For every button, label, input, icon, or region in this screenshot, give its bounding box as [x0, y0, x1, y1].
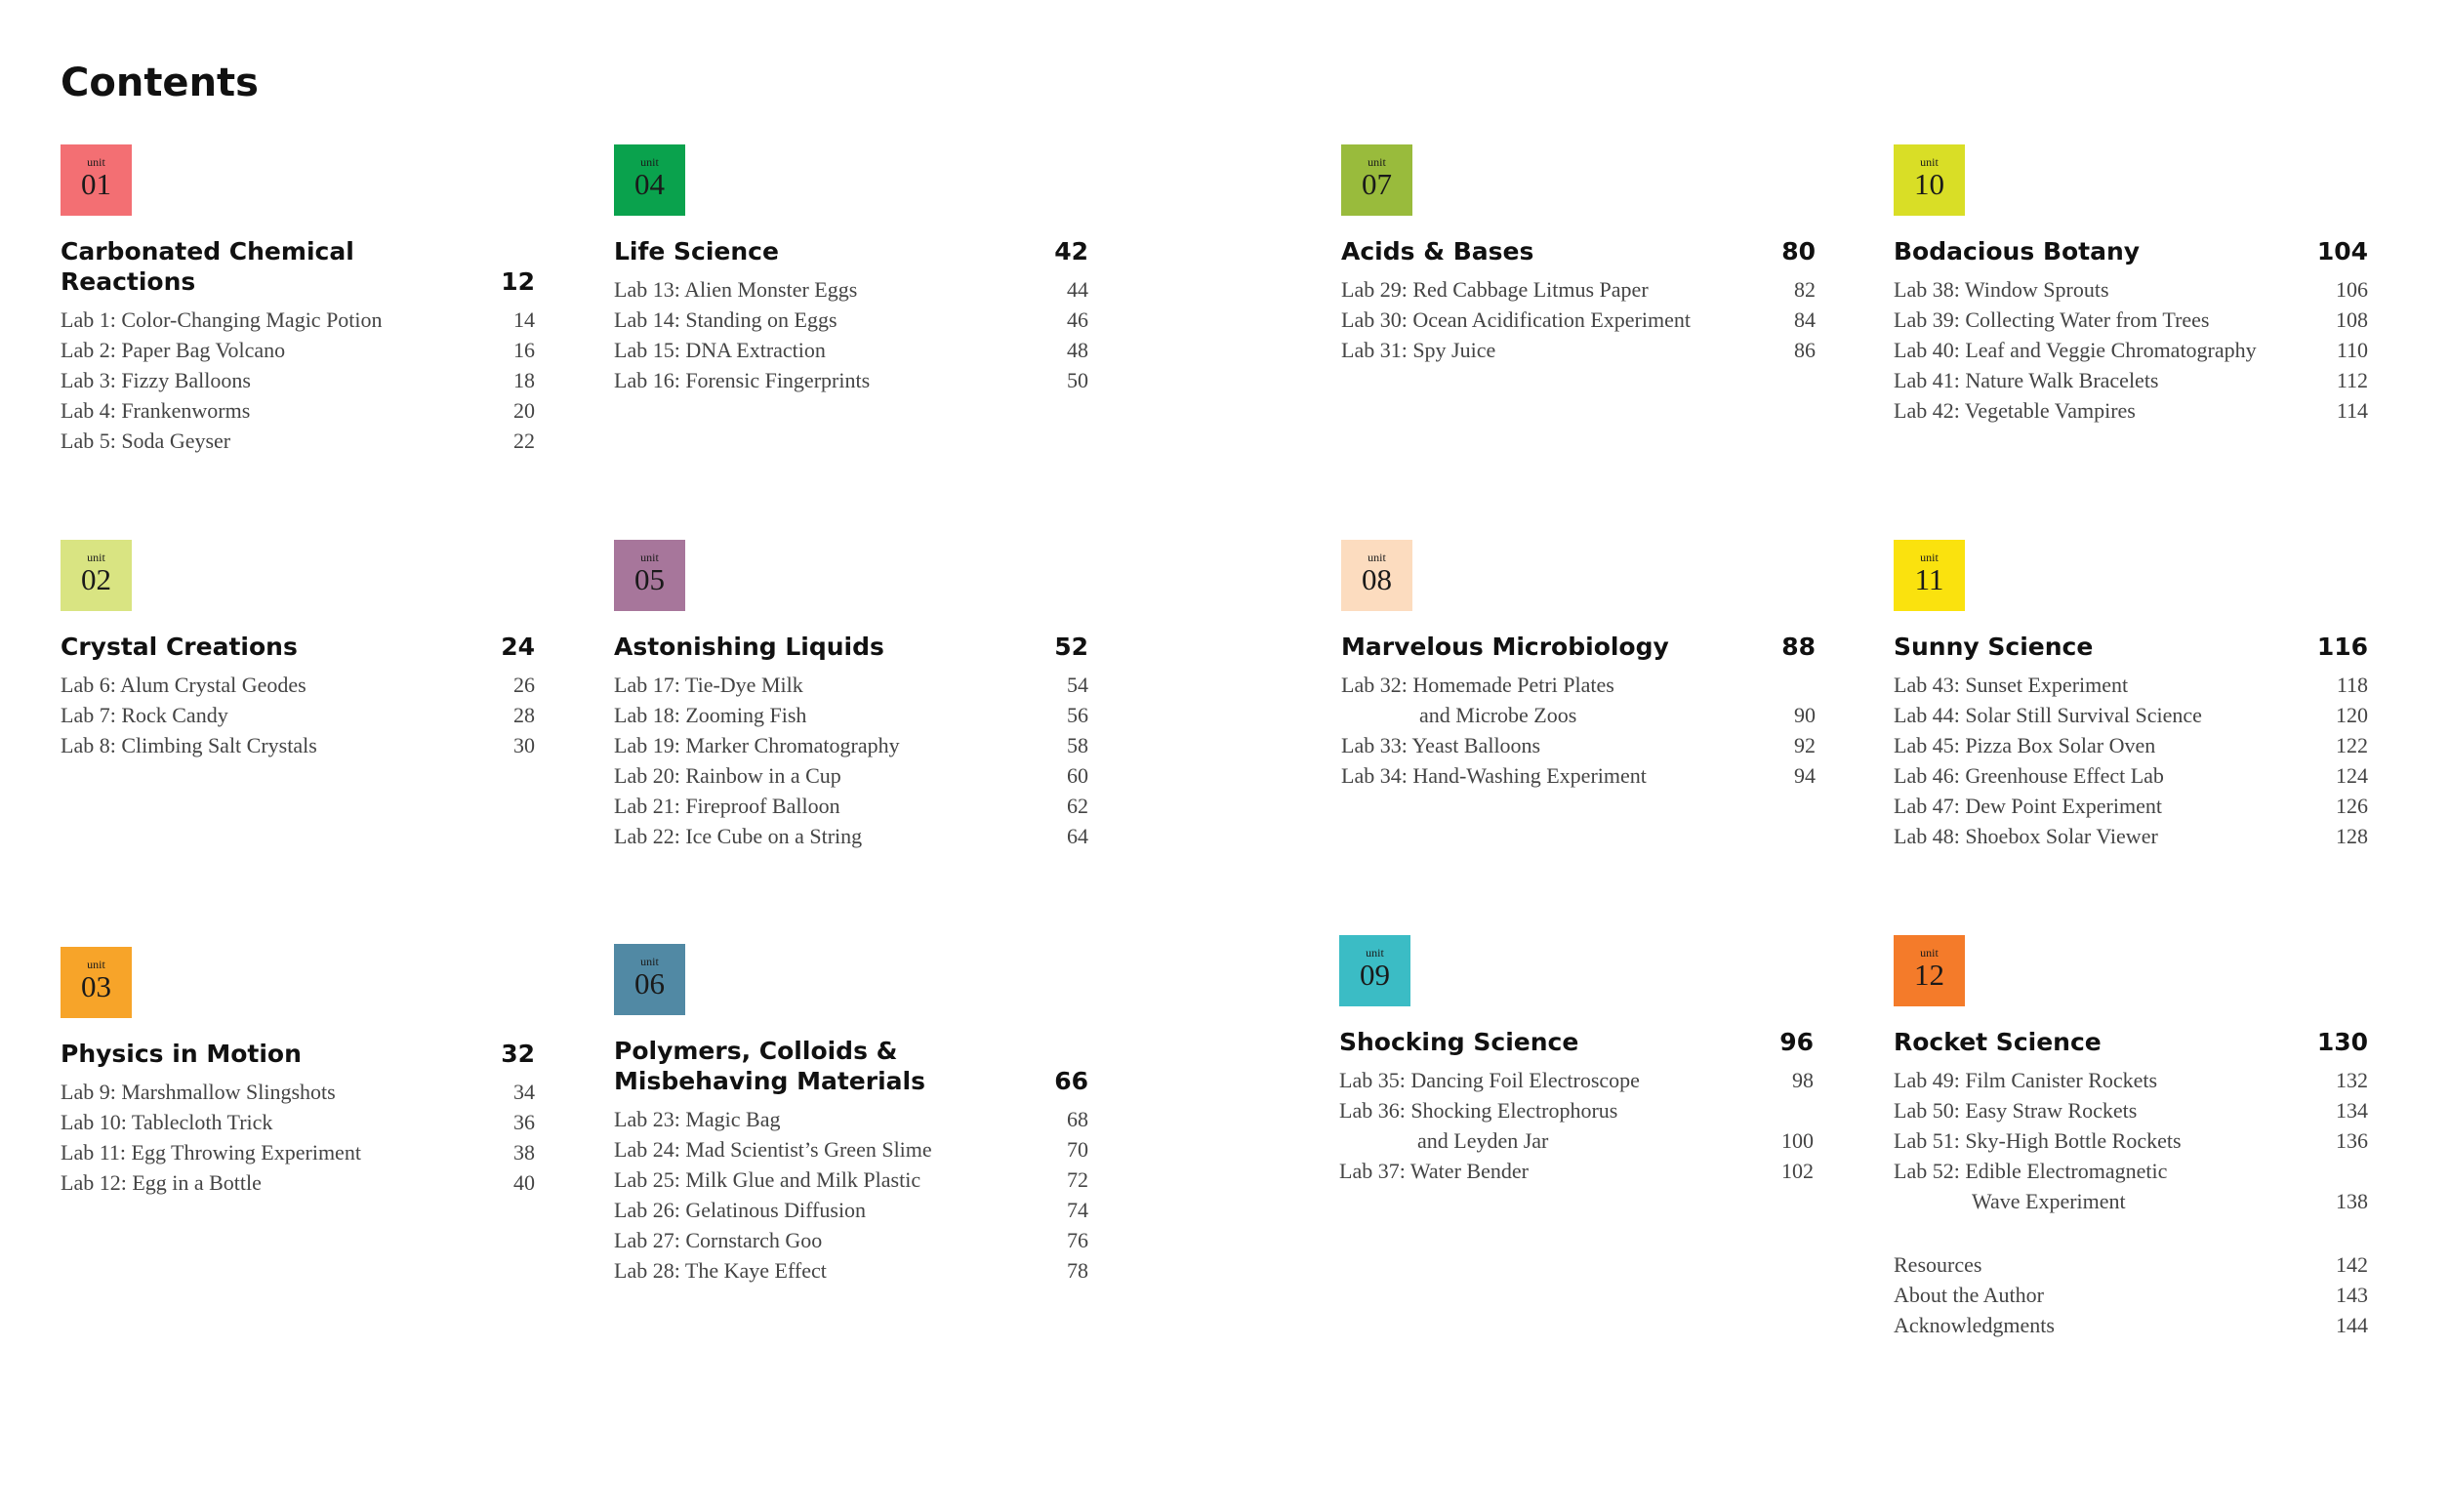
lab-entry [614, 670, 1088, 700]
lab-entry [1894, 335, 2368, 365]
lab-page-number: 20 [513, 398, 535, 423]
lab-page-number: 14 [513, 307, 535, 332]
lab-entry [1894, 1095, 2368, 1125]
lab-entry [1894, 274, 2368, 305]
lab-title: Lab 21: Fireproof Balloon [614, 794, 840, 818]
lab-title: Lab 28: The Kaye Effect [614, 1258, 827, 1283]
lab-title: and Microbe Zoos [1419, 703, 1577, 727]
lab-title: Lab 35: Dancing Foil Electroscope [1339, 1068, 1640, 1092]
unit-heading [1339, 1027, 1814, 1057]
unit-number: 11 [1914, 562, 1944, 596]
lab-title: Lab 27: Cornstarch Goo [614, 1228, 823, 1252]
unit-section [614, 144, 1088, 395]
unit-badge [1341, 144, 1412, 216]
lab-page-number: 50 [1067, 368, 1088, 392]
lab-page-number: 38 [513, 1140, 535, 1165]
unit-section [61, 144, 535, 456]
lab-page-number: 22 [513, 429, 535, 453]
unit-badge-label: unit [640, 155, 659, 169]
lab-title: Lab 37: Water Bender [1339, 1159, 1529, 1183]
unit-page-number: 42 [1054, 237, 1088, 266]
unit-badge [1894, 935, 1965, 1006]
unit-section [1341, 144, 1816, 365]
lab-title: Lab 6: Alum Crystal Geodes [61, 673, 306, 697]
unit-heading [614, 632, 1088, 662]
lab-page-number: 124 [2336, 763, 2368, 788]
lab-entry [1339, 1095, 1814, 1125]
lab-entry [1894, 1065, 2368, 1095]
lab-entry [61, 670, 535, 700]
unit-heading [1894, 632, 2368, 662]
lab-title: Lab 38: Window Sprouts [1894, 277, 2109, 302]
lab-title: Lab 46: Greenhouse Effect Lab [1894, 763, 2164, 788]
unit-heading [1341, 632, 1816, 662]
page-title: Contents [61, 61, 259, 105]
lab-entry [1341, 305, 1816, 335]
back-matter-page-number: 144 [2336, 1313, 2368, 1337]
unit-number: 03 [81, 969, 111, 1003]
unit-number: 08 [1362, 562, 1392, 596]
lab-entry [61, 1137, 535, 1167]
lab-title: Lab 52: Edible Electromagnetic [1894, 1159, 2168, 1183]
lab-entry [1894, 365, 2368, 395]
unit-heading [614, 1036, 1088, 1096]
unit-heading [61, 1039, 535, 1069]
lab-entry [614, 700, 1088, 730]
lab-title: Lab 12: Egg in a Bottle [61, 1170, 262, 1195]
unit-badge-label: unit [640, 955, 659, 968]
lab-page-number: 92 [1794, 733, 1816, 757]
lab-entry [614, 730, 1088, 760]
unit-badge-label: unit [1920, 946, 1939, 960]
lab-title: Lab 49: Film Canister Rockets [1894, 1068, 2158, 1092]
lab-page-number: 138 [2336, 1189, 2368, 1213]
back-matter-title: About the Author [1894, 1283, 2044, 1307]
lab-entry [1341, 730, 1816, 760]
lab-title: Lab 25: Milk Glue and Milk Plastic [614, 1167, 921, 1192]
lab-title: Lab 50: Easy Straw Rockets [1894, 1098, 2138, 1123]
lab-entry [614, 1134, 1088, 1165]
lab-title: Lab 18: Zooming Fish [614, 703, 807, 727]
lab-page-number: 68 [1067, 1107, 1088, 1131]
lab-page-number: 98 [1792, 1068, 1814, 1092]
lab-title: Lab 1: Color-Changing Magic Potion [61, 307, 383, 332]
unit-page-number: 12 [501, 267, 535, 296]
lab-title: Lab 8: Climbing Salt Crystals [61, 733, 317, 757]
lab-entry [1339, 1125, 1814, 1156]
unit-section [614, 944, 1088, 1286]
lab-title: Lab 39: Collecting Water from Trees [1894, 307, 2210, 332]
lab-entry [614, 821, 1088, 851]
lab-page-number: 56 [1067, 703, 1088, 727]
lab-title: Lab 22: Ice Cube on a String [614, 824, 863, 848]
lab-title: Lab 20: Rainbow in a Cup [614, 763, 841, 788]
lab-entry [61, 395, 535, 426]
unit-page-number: 80 [1781, 237, 1816, 266]
lab-entry [61, 426, 535, 456]
unit-page-number: 130 [2316, 1028, 2368, 1056]
lab-entry [1341, 274, 1816, 305]
lab-page-number: 114 [2336, 398, 2368, 423]
lab-page-number: 48 [1067, 338, 1088, 362]
lab-page-number: 86 [1794, 338, 1816, 362]
lab-title: Lab 48: Shoebox Solar Viewer [1894, 824, 2158, 848]
unit-page-number: 66 [1054, 1067, 1088, 1095]
unit-section [61, 947, 535, 1198]
lab-title: Lab 14: Standing on Eggs [614, 307, 837, 332]
lab-page-number: 112 [2336, 368, 2368, 392]
lab-entry [1894, 1156, 2368, 1186]
lab-title: Lab 34: Hand-Washing Experiment [1341, 763, 1647, 788]
unit-page-number: 52 [1054, 633, 1088, 661]
unit-title: Polymers, Colloids & Misbehaving Materials [614, 1037, 925, 1095]
lab-entry [1894, 760, 2368, 791]
unit-title: Physics in Motion [61, 1040, 302, 1068]
unit-section [1894, 144, 2368, 426]
unit-badge [614, 540, 685, 611]
unit-title: Crystal Creations [61, 633, 298, 661]
unit-badge-label: unit [87, 155, 105, 169]
lab-title: Lab 51: Sky-High Bottle Rockets [1894, 1128, 2182, 1153]
unit-title: Marvelous Microbiology [1341, 633, 1669, 661]
unit-badge [614, 944, 685, 1015]
unit-badge [1894, 144, 1965, 216]
unit-section [1341, 540, 1816, 791]
lab-title: Lab 23: Magic Bag [614, 1107, 781, 1131]
lab-page-number: 44 [1067, 277, 1088, 302]
lab-page-number: 122 [2336, 733, 2368, 757]
lab-title: Lab 41: Nature Walk Bracelets [1894, 368, 2159, 392]
unit-title: Carbonated Chemical Reactions [61, 237, 354, 296]
back-matter [1894, 1249, 2368, 1340]
unit-badge [61, 540, 132, 611]
lab-title: Lab 43: Sunset Experiment [1894, 673, 2129, 697]
unit-badge-label: unit [87, 551, 105, 564]
lab-page-number: 72 [1067, 1167, 1088, 1192]
lab-entry [61, 305, 535, 335]
lab-page-number: 34 [513, 1080, 535, 1104]
lab-page-number: 40 [513, 1170, 535, 1195]
lab-page-number: 132 [2336, 1068, 2368, 1092]
back-matter-title: Acknowledgments [1894, 1313, 2055, 1337]
unit-title: Rocket Science [1894, 1028, 2102, 1056]
lab-entry [614, 1104, 1088, 1134]
unit-badge [1341, 540, 1412, 611]
unit-title: Astonishing Liquids [614, 633, 884, 661]
lab-page-number: 82 [1794, 277, 1816, 302]
lab-entry [1894, 305, 2368, 335]
lab-entry [614, 305, 1088, 335]
lab-title: Lab 5: Soda Geyser [61, 429, 231, 453]
lab-page-number: 46 [1067, 307, 1088, 332]
lab-page-number: 70 [1067, 1137, 1088, 1162]
lab-entry [1894, 395, 2368, 426]
unit-section [1894, 935, 2368, 1340]
lab-page-number: 36 [513, 1110, 535, 1134]
lab-entry [61, 335, 535, 365]
lab-entry [614, 1195, 1088, 1225]
unit-title: Sunny Science [1894, 633, 2094, 661]
lab-title: Lab 33: Yeast Balloons [1341, 733, 1541, 757]
lab-title: Lab 3: Fizzy Balloons [61, 368, 251, 392]
lab-page-number: 84 [1794, 307, 1816, 332]
unit-heading [1894, 1027, 2368, 1057]
unit-heading [614, 236, 1088, 266]
lab-title: Lab 45: Pizza Box Solar Oven [1894, 733, 2156, 757]
lab-entry [1339, 1065, 1814, 1095]
lab-title: Lab 36: Shocking Electrophorus [1339, 1098, 1618, 1123]
back-matter-title: Resources [1894, 1252, 1982, 1277]
lab-title: Lab 47: Dew Point Experiment [1894, 794, 2162, 818]
lab-entry [614, 1225, 1088, 1255]
unit-number: 01 [81, 167, 111, 201]
lab-title: Lab 42: Vegetable Vampires [1894, 398, 2136, 423]
lab-title: and Leyden Jar [1417, 1128, 1549, 1153]
back-matter-page-number: 142 [2336, 1252, 2368, 1277]
lab-entry [61, 1077, 535, 1107]
unit-number: 12 [1914, 958, 1944, 992]
lab-page-number: 28 [513, 703, 535, 727]
back-matter-page-number: 143 [2336, 1283, 2368, 1307]
lab-entry [61, 1107, 535, 1137]
lab-entry [1894, 821, 2368, 851]
lab-title: Lab 44: Solar Still Survival Science [1894, 703, 2202, 727]
unit-heading [61, 632, 535, 662]
unit-badge-label: unit [1920, 551, 1939, 564]
lab-title: Lab 24: Mad Scientist’s Green Slime [614, 1137, 932, 1162]
lab-entry [1341, 670, 1816, 700]
unit-badge [61, 144, 132, 216]
unit-number: 02 [81, 562, 111, 596]
back-matter-entry [1894, 1310, 2368, 1340]
unit-number: 10 [1914, 167, 1944, 201]
lab-page-number: 26 [513, 673, 535, 697]
unit-badge-label: unit [640, 551, 659, 564]
lab-page-number: 58 [1067, 733, 1088, 757]
back-matter-entry [1894, 1249, 2368, 1280]
lab-title: Lab 11: Egg Throwing Experiment [61, 1140, 361, 1165]
unit-number: 05 [634, 562, 665, 596]
unit-badge-label: unit [1368, 155, 1386, 169]
unit-page-number: 104 [2316, 237, 2368, 266]
unit-heading [1341, 236, 1816, 266]
lab-page-number: 64 [1067, 824, 1088, 848]
lab-page-number: 108 [2336, 307, 2368, 332]
lab-entry [61, 730, 535, 760]
unit-page-number: 88 [1781, 633, 1816, 661]
unit-title: Bodacious Botany [1894, 237, 2141, 266]
unit-badge [1894, 540, 1965, 611]
lab-title: Lab 17: Tie-Dye Milk [614, 673, 803, 697]
lab-entry [614, 335, 1088, 365]
unit-number: 06 [634, 966, 665, 1001]
lab-page-number: 128 [2336, 824, 2368, 848]
lab-title: Lab 32: Homemade Petri Plates [1341, 673, 1614, 697]
lab-title: Lab 31: Spy Juice [1341, 338, 1496, 362]
lab-entry [1894, 1125, 2368, 1156]
unit-section [614, 540, 1088, 851]
lab-title: Lab 40: Leaf and Veggie Chromatography [1894, 338, 2257, 362]
lab-entry [1341, 700, 1816, 730]
lab-entry [614, 1165, 1088, 1195]
lab-entry [1341, 335, 1816, 365]
lab-entry [61, 700, 535, 730]
lab-page-number: 60 [1067, 763, 1088, 788]
lab-title: Lab 16: Forensic Fingerprints [614, 368, 871, 392]
lab-page-number: 136 [2336, 1128, 2368, 1153]
unit-section [61, 540, 535, 760]
lab-page-number: 74 [1067, 1198, 1088, 1222]
lab-page-number: 100 [1781, 1128, 1814, 1153]
unit-number: 04 [634, 167, 665, 201]
lab-title: Lab 9: Marshmallow Slingshots [61, 1080, 336, 1104]
unit-heading [61, 236, 535, 297]
unit-badge-label: unit [87, 958, 105, 971]
unit-title: Life Science [614, 237, 779, 266]
lab-page-number: 76 [1067, 1228, 1088, 1252]
lab-entry [614, 365, 1088, 395]
lab-page-number: 102 [1781, 1159, 1814, 1183]
unit-title: Shocking Science [1339, 1028, 1579, 1056]
unit-badge-label: unit [1920, 155, 1939, 169]
lab-entry [614, 760, 1088, 791]
unit-title: Acids & Bases [1341, 237, 1534, 266]
lab-title: Lab 15: DNA Extraction [614, 338, 826, 362]
lab-entry [614, 791, 1088, 821]
unit-badge [1339, 935, 1410, 1006]
lab-entry [614, 1255, 1088, 1286]
lab-page-number: 18 [513, 368, 535, 392]
lab-entry [1894, 700, 2368, 730]
back-matter-entry [1894, 1280, 2368, 1310]
lab-page-number: 94 [1794, 763, 1816, 788]
lab-page-number: 120 [2336, 703, 2368, 727]
lab-title: Lab 30: Ocean Acidification Experiment [1341, 307, 1691, 332]
lab-title: Lab 13: Alien Monster Eggs [614, 277, 858, 302]
lab-entry [61, 365, 535, 395]
lab-page-number: 90 [1794, 703, 1816, 727]
lab-title: Lab 4: Frankenworms [61, 398, 251, 423]
lab-page-number: 106 [2336, 277, 2368, 302]
lab-page-number: 54 [1067, 673, 1088, 697]
lab-entry [1894, 670, 2368, 700]
lab-page-number: 126 [2336, 794, 2368, 818]
lab-entry [1341, 760, 1816, 791]
lab-entry [1894, 791, 2368, 821]
lab-title: Lab 10: Tablecloth Trick [61, 1110, 273, 1134]
unit-number: 07 [1362, 167, 1392, 201]
lab-title: Lab 29: Red Cabbage Litmus Paper [1341, 277, 1649, 302]
lab-title: Lab 7: Rock Candy [61, 703, 228, 727]
unit-page-number: 96 [1779, 1028, 1814, 1056]
lab-entry [61, 1167, 535, 1198]
unit-badge-label: unit [1368, 551, 1386, 564]
lab-title: Wave Experiment [1972, 1189, 2126, 1213]
lab-title: Lab 2: Paper Bag Volcano [61, 338, 286, 362]
unit-section [1894, 540, 2368, 851]
lab-entry [614, 274, 1088, 305]
lab-page-number: 118 [2336, 673, 2368, 697]
lab-title: Lab 19: Marker Chromatography [614, 733, 900, 757]
unit-page-number: 32 [501, 1040, 535, 1068]
lab-page-number: 110 [2336, 338, 2368, 362]
unit-badge [614, 144, 685, 216]
unit-page-number: 24 [501, 633, 535, 661]
unit-section [1339, 935, 1814, 1186]
unit-number: 09 [1360, 958, 1390, 992]
unit-badge-label: unit [1366, 946, 1384, 960]
unit-page-number: 116 [2316, 633, 2368, 661]
lab-entry [1894, 1186, 2368, 1216]
lab-page-number: 16 [513, 338, 535, 362]
unit-badge [61, 947, 132, 1018]
unit-heading [1894, 236, 2368, 266]
lab-page-number: 62 [1067, 794, 1088, 818]
lab-title: Lab 26: Gelatinous Diffusion [614, 1198, 867, 1222]
lab-entry [1894, 730, 2368, 760]
lab-entry [1339, 1156, 1814, 1186]
lab-page-number: 134 [2336, 1098, 2368, 1123]
lab-page-number: 30 [513, 733, 535, 757]
lab-page-number: 78 [1067, 1258, 1088, 1283]
